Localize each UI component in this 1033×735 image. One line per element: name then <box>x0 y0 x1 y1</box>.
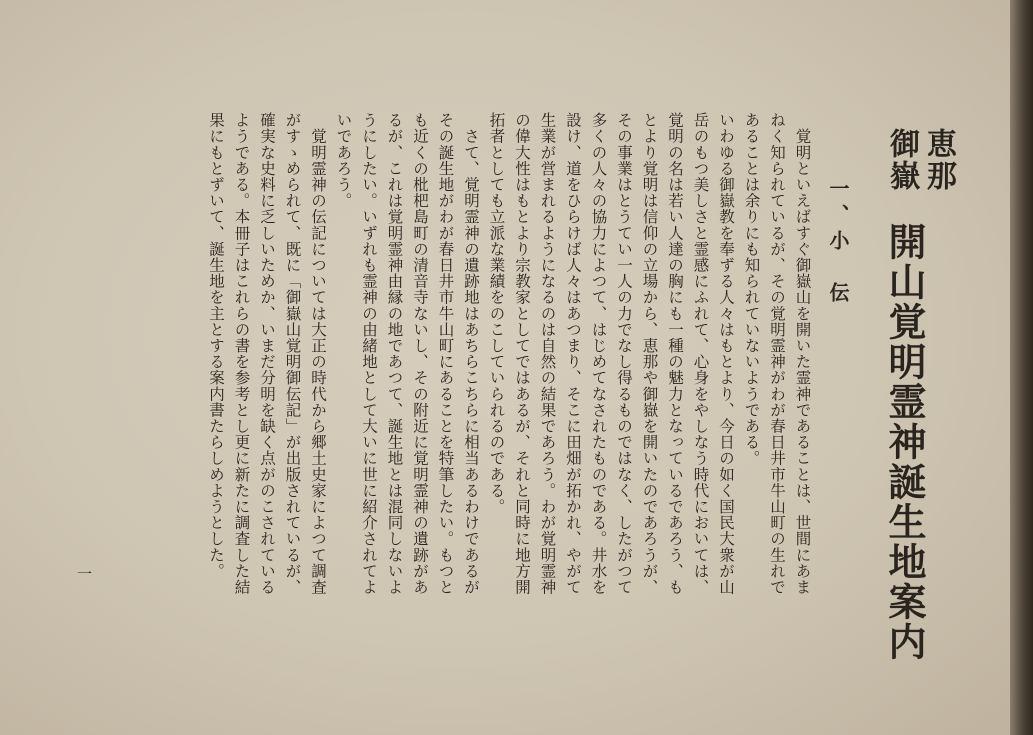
text-column: その誕生地がわが春日井市牛山町にあることを特筆したい。もつと <box>436 112 455 595</box>
text-column: 確実な史料に乏しいためか、いまだ分明を缺く点がのこされている <box>258 112 276 595</box>
page-number: 一 <box>75 566 93 581</box>
text-column: 果にもとずいて、誕生地を主とする案内書たらしめようとした。 <box>207 112 225 579</box>
title-sub-ena: 恵那 <box>921 128 956 192</box>
book-edge <box>1010 0 1033 735</box>
text-column: 拓者としても立派な業績をのこしていられるのである。 <box>487 112 506 515</box>
text-column: あることは余りにも知られていないようである。 <box>742 112 761 467</box>
text-column: いであろう。 <box>334 112 353 209</box>
text-column: の偉大性はもとより宗教家としてではあるが、それと同時に地方開 <box>513 112 531 595</box>
text-column: も近くの枇杷島町の清音寺ないし、その附近に覚明霊神の遺跡があ <box>411 112 429 595</box>
section-heading: 一、小 伝 <box>826 178 850 308</box>
text-column: 覚明霊神の伝記については大正の時代から郷土史家によつて調査 <box>309 112 327 595</box>
text-column: がすゝめられて、既に「御嶽山覚明御伝記」が出版されているが、 <box>283 112 302 595</box>
text-column: ようである。本冊子はこれらの書を参考とし更に新たに調査した結 <box>232 112 251 595</box>
title-sub-ontake: 御嶽 <box>884 128 919 192</box>
text-column: うにしたい。いずれも霊神の由緒地として大いに世に紹介されてよ <box>360 112 378 595</box>
text-column: 覚明といえばすぐ御嶽山を開いた霊神であることは、世間にあま <box>793 112 812 595</box>
text-column: るが、これは覚明霊神由縁の地であつて、誕生地とは混同しないよ <box>385 112 404 595</box>
text-column: 岳のもつ美しさと霊感にふれて、心身をやしなう時代においては、 <box>691 112 710 595</box>
text-column: その事業はとうてい一人の力でなし得るものではなく、したがつて <box>615 112 633 595</box>
text-column: 生業が営まれるようになるのは自然の結果であろう。わが覚明霊神 <box>538 112 557 595</box>
text-column: 覚明の名は若い人達の胸にも一種の魅力となっているであろう、も <box>666 112 684 595</box>
text-column: いわゆる御嶽教を奉ずる人々はもとより、今日の如く国民大衆が山 <box>717 112 735 595</box>
text-column: 設け、道をひらけば人々はあつまり、そこに田畑が拓かれ、やがて <box>564 112 582 595</box>
text-column: とより覚明は信仰の立場から、恵那や御嶽を開いたのであろうが、 <box>640 112 659 595</box>
text-column: 多くの人々の協力によつて、はじめてなされたものである。井水を <box>589 112 608 595</box>
page-title: 開山覚明霊神誕生地案内 <box>882 222 927 662</box>
text-column: ねく知られているが、その覚明霊神がわが春日井市牛山町の生れで <box>768 112 786 595</box>
text-column: さて、覚明霊神の遺跡地はあちらこちらに相当あるわけであるが <box>462 112 480 595</box>
